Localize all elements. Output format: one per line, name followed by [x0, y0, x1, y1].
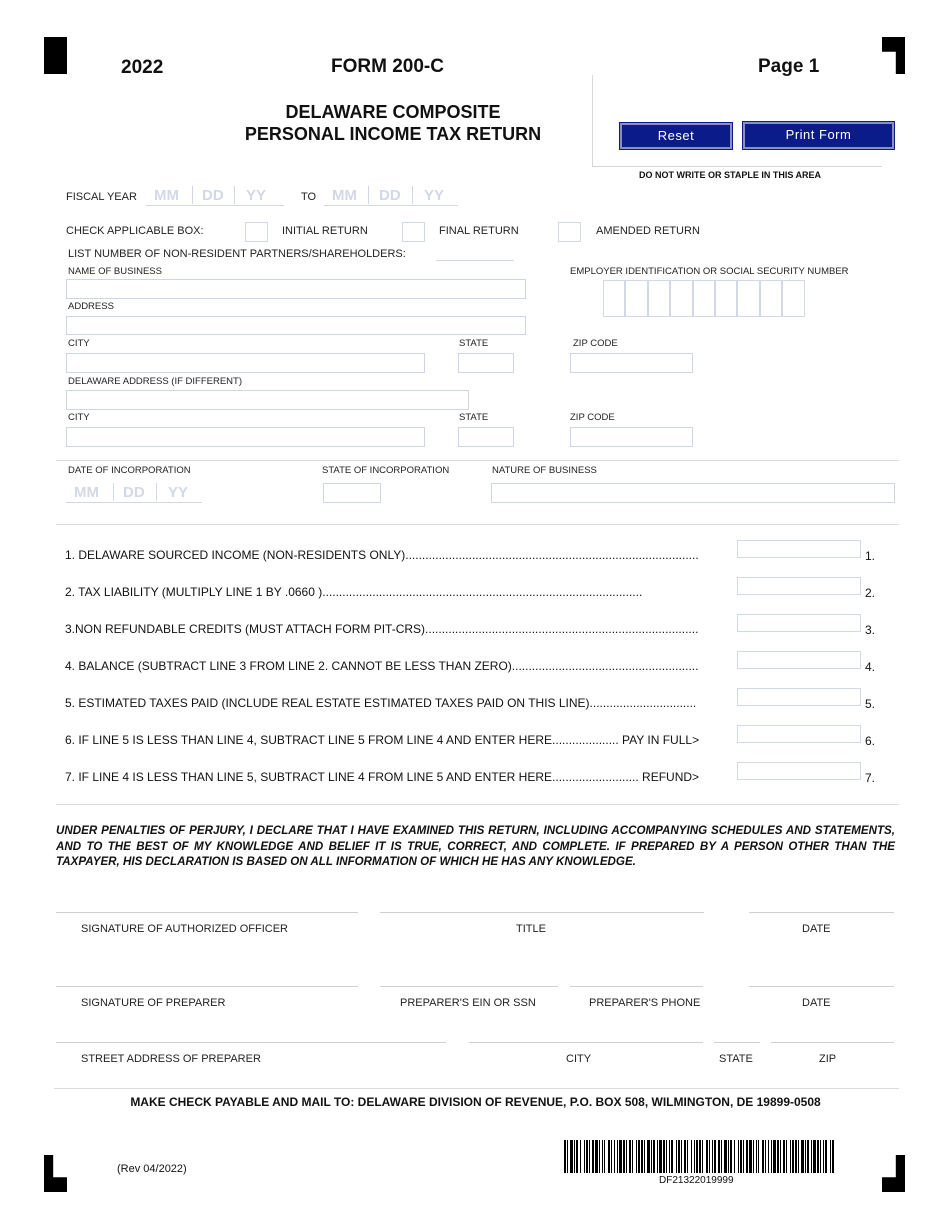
fy-end-dd: DD — [379, 187, 401, 204]
business-name-label: NAME OF BUSINESS — [68, 266, 162, 277]
state2-input[interactable] — [458, 427, 514, 447]
city2-label: CITY — [68, 412, 90, 423]
barcode-bar — [777, 1140, 779, 1173]
prep-state-label: STATE — [719, 1053, 753, 1065]
state-input[interactable] — [458, 353, 514, 373]
fy-end-underline — [324, 205, 458, 206]
inc-dd: DD — [123, 484, 145, 501]
inc-underline — [66, 502, 202, 503]
inc-yy: YY — [168, 484, 189, 501]
barcode-bar — [792, 1140, 794, 1173]
barcode-bar — [629, 1140, 631, 1173]
fy-end-yy: YY — [424, 187, 445, 204]
barcode-bar — [666, 1140, 667, 1173]
barcode-bar — [795, 1140, 797, 1173]
barcode-bar — [589, 1140, 590, 1173]
fy-start-yy: YY — [246, 187, 267, 204]
barcode-bar — [756, 1140, 757, 1173]
fy-start-underline — [146, 205, 284, 206]
barcode-bar — [592, 1140, 594, 1173]
barcode-bar — [632, 1140, 633, 1173]
barcode-bar — [768, 1140, 769, 1173]
fiscal-to-label: TO — [301, 191, 317, 203]
line-4-number: 4. — [865, 660, 876, 674]
barcode-bar — [584, 1140, 585, 1173]
barcode-bar — [758, 1140, 759, 1173]
barcode-bar — [617, 1140, 618, 1173]
inc-mm: MM — [74, 484, 99, 501]
final-return-checkbox[interactable] — [402, 222, 425, 242]
line-5-amount-input[interactable] — [737, 688, 861, 706]
barcode-bar — [740, 1140, 742, 1173]
ein-digit-7 — [737, 280, 759, 317]
line-3-amount-input[interactable] — [737, 614, 861, 632]
barcode-bar — [694, 1140, 695, 1173]
barcode-bar — [801, 1140, 804, 1173]
barcode-bar — [671, 1140, 673, 1173]
barcode-bar — [771, 1140, 772, 1173]
ein-digit-9 — [782, 280, 804, 317]
barcode-bar — [574, 1140, 575, 1173]
line-6-number: 6. — [865, 734, 876, 748]
barcode-bar — [678, 1140, 680, 1173]
barcode-bar — [825, 1140, 827, 1173]
barcode-bar — [570, 1140, 573, 1173]
barcode-bar — [684, 1140, 686, 1173]
ein-digit-8 — [760, 280, 782, 317]
line-3-description: 3.NON REFUNDABLE CREDITS (MUST ATTACH FORM PIT-CRS).................................................................................. — [65, 622, 699, 636]
preparer-phone-label: PREPARER'S PHONE — [589, 997, 701, 1009]
barcode-bar — [714, 1140, 716, 1173]
date1-label: DATE — [802, 923, 831, 935]
barcode-bar — [599, 1140, 600, 1173]
zip-label: ZIP CODE — [573, 338, 618, 349]
officer-signature-line[interactable] — [56, 912, 358, 913]
street-line[interactable] — [56, 1042, 446, 1043]
barcode-bar — [647, 1140, 650, 1173]
inc-state-label: STATE OF INCORPORATION — [322, 465, 450, 476]
perjury-statement: UNDER PENALTIES OF PERJURY, I DECLARE THAT I HAVE EXAMINED THIS RETURN, INCLUDING ACCOMPANYING SCHEDULES AND STATEMENTS, AND TO THE BEST OF MY KNOWLEDGE AND BELIEF IT IS TRUE, CORRECT, AND COMPLETE. IF PREPARED BY A PERSON OTHER THAN THE TAXPAYER, HIS DECLARATION IS BASED ON ALL INFORMATION OF WHICH HE HAS ANY KNOWLEDGE. — [56, 824, 895, 868]
preparer-phone-line[interactable] — [570, 986, 703, 987]
ein-digit-2 — [625, 280, 647, 317]
city2-input[interactable] — [66, 427, 425, 447]
barcode-bar — [580, 1140, 581, 1173]
tax-year: 2022 — [121, 57, 164, 78]
prep-city-label: CITY — [566, 1053, 592, 1065]
barcode-bar — [728, 1140, 729, 1173]
barcode-bar — [798, 1140, 799, 1173]
fiscal-year-label: FISCAL YEAR — [66, 191, 137, 203]
preparer-signature-line[interactable] — [56, 986, 358, 987]
barcode-bar — [604, 1140, 605, 1173]
fy-start-dd: DD — [202, 187, 224, 204]
barcode-bar — [663, 1140, 665, 1173]
line-7-description: 7. IF LINE 4 IS LESS THAN LINE 5, SUBTRACT LINE 4 FROM LINE 5 AND ENTER HERE.......................... REFUND> — [65, 770, 700, 784]
fy-end-mm: MM — [332, 187, 357, 204]
city-label: CITY — [68, 338, 90, 349]
divider-lines-bottom — [56, 804, 899, 805]
barcode-bar — [718, 1140, 720, 1173]
inc-date-label: DATE OF INCORPORATION — [68, 465, 191, 476]
partners-count-label: LIST NUMBER OF NON-RESIDENT PARTNERS/SHAREHOLDERS: — [68, 248, 406, 260]
line-4-description: 4. BALANCE (SUBTRACT LINE 3 FROM LINE 2. CANNOT BE LESS THAN ZERO)........................................................ — [65, 659, 699, 673]
barcode-bar — [753, 1140, 754, 1173]
barcode-bar — [823, 1140, 824, 1173]
line-1-amount-input[interactable] — [737, 540, 861, 558]
date2-label: DATE — [802, 997, 831, 1009]
barcode-bar — [657, 1140, 658, 1173]
line-4-amount-input[interactable] — [737, 651, 861, 669]
corner-mark-top-right — [882, 37, 905, 74]
barcode-bar — [780, 1140, 781, 1173]
de-address-label: DELAWARE ADDRESS (IF DIFFERENT) — [68, 376, 243, 387]
fiscal-year-end-input[interactable] — [324, 186, 458, 206]
state2-label: STATE — [459, 412, 489, 423]
amended-return-label: AMENDED RETURN — [596, 225, 700, 237]
barcode-bar — [721, 1140, 722, 1173]
form-title-line2: PERSONAL INCOME TAX RETURN — [244, 124, 542, 144]
nature-input[interactable] — [491, 483, 895, 503]
date2-line[interactable] — [749, 986, 894, 987]
fy-start-sep1 — [192, 186, 193, 204]
ein-digit-4 — [670, 280, 692, 317]
barcode-bar — [687, 1140, 688, 1173]
prep-city-line[interactable] — [469, 1042, 703, 1043]
preparer-ein-label: PREPARER'S EIN OR SSN — [400, 997, 536, 1009]
barcode-bar — [619, 1140, 622, 1173]
zip-input[interactable] — [570, 353, 693, 373]
ein-digit-5 — [693, 280, 715, 317]
street-label: STREET ADDRESS OF PREPARER — [81, 1053, 261, 1065]
reserved-area-left-border — [592, 75, 593, 166]
reset-button[interactable]: Reset — [620, 123, 732, 149]
line-6-amount-input[interactable] — [737, 725, 861, 743]
zip2-label: ZIP CODE — [570, 412, 615, 423]
barcode — [564, 1140, 836, 1173]
address-label: ADDRESS — [68, 301, 114, 312]
barcode-bar — [576, 1140, 578, 1173]
barcode-bar — [676, 1140, 677, 1173]
line-3-number: 3. — [865, 623, 876, 637]
barcode-bar — [706, 1140, 708, 1173]
barcode-bar — [765, 1140, 766, 1173]
barcode-bar — [832, 1140, 834, 1173]
fy-end-sep2 — [412, 186, 413, 204]
barcode-bar — [738, 1140, 739, 1173]
line-7-number: 7. — [865, 771, 876, 785]
ein-digit-6 — [715, 280, 737, 317]
barcode-bar — [699, 1140, 701, 1173]
line-1-description: 1. DELAWARE SOURCED INCOME (NON-RESIDENTS ONLY)........................................................................................ — [65, 548, 699, 562]
barcode-bar — [696, 1140, 698, 1173]
inc-sep1 — [113, 483, 114, 501]
title-label: TITLE — [516, 923, 546, 935]
barcode-bar — [811, 1140, 812, 1173]
corner-mark-bottom-right — [882, 1155, 905, 1192]
barcode-bar — [830, 1140, 831, 1173]
reserved-area-bottom-border — [592, 166, 882, 167]
de-address-input[interactable] — [66, 390, 469, 410]
line-6-description: 6. IF LINE 5 IS LESS THAN LINE 4, SUBTRACT LINE 5 FROM LINE 4 AND ENTER HERE.................... PAY IN FULL> — [65, 733, 700, 747]
barcode-bar — [724, 1140, 727, 1173]
final-return-label: FINAL RETURN — [439, 225, 519, 237]
preparer-signature-label: SIGNATURE OF PREPARER — [81, 997, 226, 1009]
fy-start-mm: MM — [154, 187, 179, 204]
barcode-bar — [567, 1140, 568, 1173]
form-title-line1: DELAWARE COMPOSITE — [285, 102, 501, 122]
barcode-bar — [669, 1140, 670, 1173]
zip2-input[interactable] — [570, 427, 693, 447]
ein-digit-3 — [648, 280, 670, 317]
barcode-bar — [651, 1140, 652, 1173]
line-7-amount-input[interactable] — [737, 762, 861, 780]
corner-mark-bottom-left — [44, 1155, 67, 1192]
barcode-bar — [790, 1140, 791, 1173]
form-id: FORM 200-C — [331, 56, 444, 77]
barcode-bar — [691, 1140, 692, 1173]
divider-footer — [54, 1088, 899, 1089]
divider-incorporation — [56, 460, 899, 461]
print-form-button[interactable]: Print Form — [743, 122, 894, 149]
barcode-bar — [773, 1140, 776, 1173]
barcode-bar — [636, 1140, 637, 1173]
fiscal-year-start-input[interactable] — [146, 186, 284, 206]
barcode-bar — [623, 1140, 625, 1173]
barcode-bar — [644, 1140, 645, 1173]
barcode-bar — [783, 1140, 785, 1173]
preparer-ein-line[interactable] — [380, 986, 558, 987]
barcode-bar — [730, 1140, 732, 1173]
barcode-number: DF21322019999 — [659, 1175, 734, 1186]
barcode-bar — [743, 1140, 744, 1173]
no-write-notice: DO NOT WRITE OR STAPLE IN THIS AREA — [639, 170, 821, 180]
barcode-bar — [586, 1140, 588, 1173]
barcode-bar — [611, 1140, 612, 1173]
barcode-bar — [813, 1140, 816, 1173]
prep-zip-label: ZIP — [819, 1053, 837, 1065]
barcode-bar — [659, 1140, 662, 1173]
line-5-number: 5. — [865, 697, 876, 711]
barcode-bar — [614, 1140, 615, 1173]
barcode-bar — [602, 1140, 603, 1173]
partners-count-input[interactable] — [436, 260, 514, 261]
address-input[interactable] — [66, 316, 526, 335]
inc-state-input[interactable] — [323, 483, 381, 503]
ein-digit-1 — [603, 280, 625, 317]
inc-date-input[interactable] — [66, 483, 202, 503]
barcode-bar — [564, 1140, 566, 1173]
barcode-bar — [734, 1140, 735, 1173]
ein-label: EMPLOYER IDENTIFICATION OR SOCIAL SECURITY NUMBER — [570, 266, 849, 277]
barcode-bar — [653, 1140, 655, 1173]
date1-line[interactable] — [749, 912, 894, 913]
divider-lines-top — [56, 524, 899, 525]
barcode-bar — [746, 1140, 748, 1173]
initial-return-checkbox[interactable] — [245, 222, 268, 242]
state-label: STATE — [459, 338, 489, 349]
barcode-bar — [805, 1140, 806, 1173]
fy-end-sep1 — [368, 186, 369, 204]
line-2-number: 2. — [865, 586, 876, 600]
line-2-description: 2. TAX LIABILITY (MULTIPLY LINE 1 BY .0660 )................................................................................................ — [65, 585, 643, 599]
check-applicable-label: CHECK APPLICABLE BOX: — [66, 225, 204, 237]
barcode-bar — [702, 1140, 703, 1173]
amended-return-checkbox[interactable] — [558, 222, 581, 242]
business-name-input[interactable] — [66, 279, 526, 299]
revision-label: (Rev 04/2022) — [117, 1163, 187, 1175]
barcode-bar — [626, 1140, 627, 1173]
mailing-instructions: MAKE CHECK PAYABLE AND MAIL TO: DELAWARE DIVISION OF REVENUE, P.O. BOX 508, WILMINGTON, DE 19899-0508 — [130, 1095, 821, 1109]
page-number: Page 1 — [758, 56, 820, 77]
barcode-bar — [608, 1140, 610, 1173]
barcode-bar — [709, 1140, 710, 1173]
fy-start-sep2 — [234, 186, 235, 204]
barcode-bar — [641, 1140, 643, 1173]
line-1-number: 1. — [865, 549, 876, 563]
inc-sep2 — [156, 483, 157, 501]
barcode-bar — [762, 1140, 764, 1173]
title-line[interactable] — [380, 912, 704, 913]
barcode-bar — [681, 1140, 682, 1173]
barcode-bar — [712, 1140, 713, 1173]
initial-return-label: INITIAL RETURN — [282, 225, 368, 237]
barcode-bar — [820, 1140, 821, 1173]
barcode-bar — [786, 1140, 787, 1173]
prep-zip-line[interactable] — [771, 1042, 894, 1043]
nature-label: NATURE OF BUSINESS — [492, 465, 597, 476]
barcode-bar — [595, 1140, 598, 1173]
line-2-amount-input[interactable] — [737, 577, 861, 595]
barcode-bar — [807, 1140, 809, 1173]
prep-state-line[interactable] — [714, 1042, 760, 1043]
barcode-bar — [638, 1140, 640, 1173]
line-5-description: 5. ESTIMATED TAXES PAID (INCLUDE REAL ESTATE ESTIMATED TAXES PAID ON THIS LINE)................................ — [65, 696, 697, 710]
city-input[interactable] — [66, 353, 425, 373]
barcode-bar — [749, 1140, 752, 1173]
barcode-bar — [817, 1140, 819, 1173]
officer-signature-label: SIGNATURE OF AUTHORIZED OFFICER — [81, 923, 288, 935]
